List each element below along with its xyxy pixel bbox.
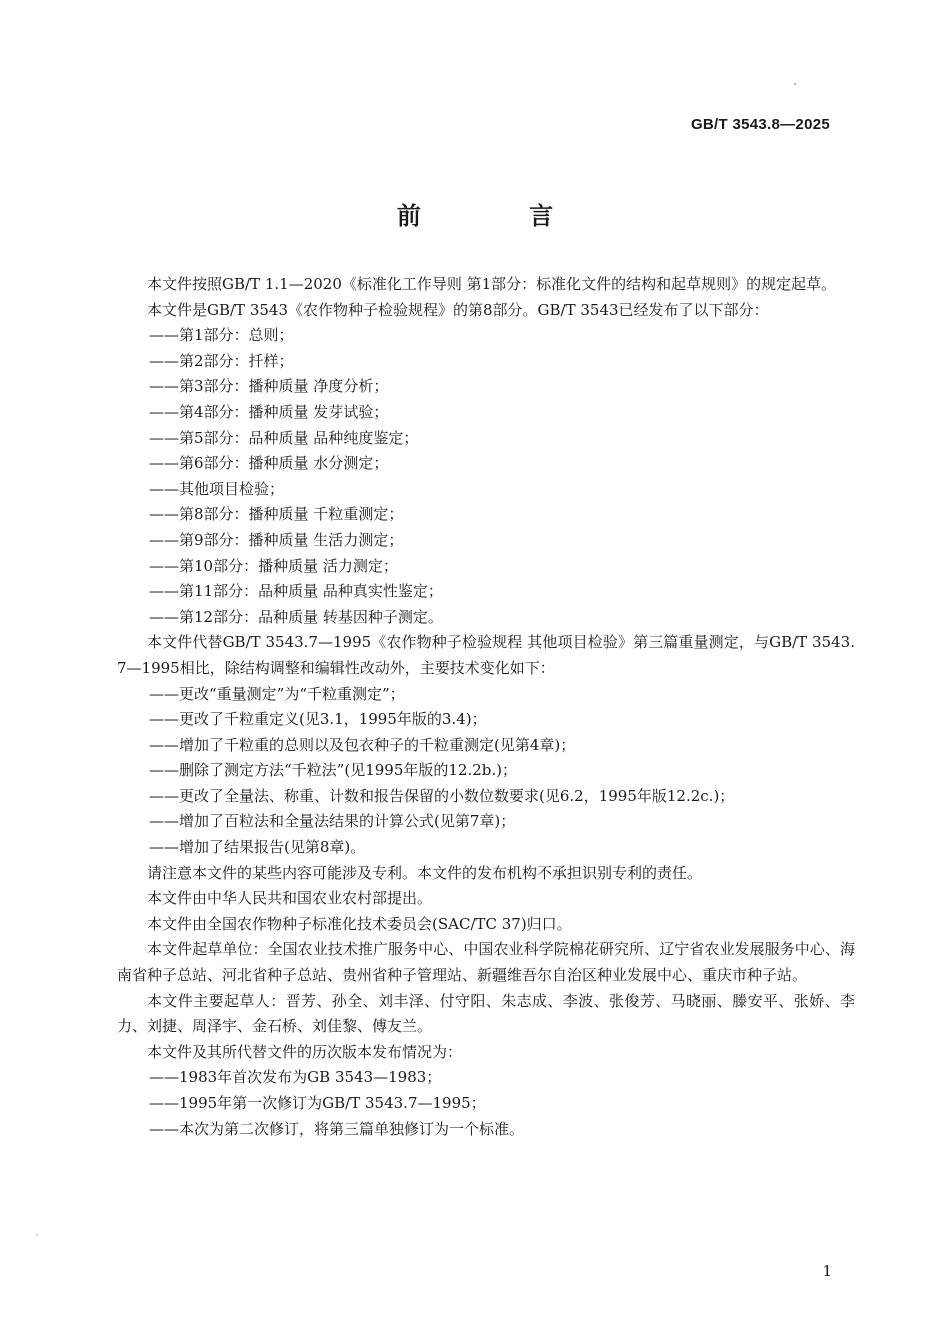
list-item: ——第1部分：总则； <box>149 326 294 345</box>
list-item: ——更改了全量法、称重、计数和报告保留的小数位数要求(见6.2，1995年版12.2c.)； <box>149 786 735 805</box>
history-list <box>117 1065 855 1142</box>
list-item: ——删除了测定方法“千粒法”(见1995年版的12.2b.)； <box>149 761 517 780</box>
paragraph-drafters: 本文件主要起草人：晋芳、孙全、刘丰泽、付守阳、朱志成、李波、张俊芳、马晓丽、滕安平、张娇、李力、刘捷、周泽宇、金石桥、刘佳黎、傅友兰。 <box>117 991 855 1036</box>
list-item: ——增加了百粒法和全量法结果的计算公式(见第7章)； <box>149 812 516 831</box>
changes-list <box>117 682 855 861</box>
list-item: ——第3部分：播种质量 净度分析； <box>149 377 389 396</box>
page-number: 1 <box>822 1262 832 1280</box>
scan-speck <box>36 1234 38 1236</box>
list-item: ——本次为第二次修订，将第三篇单独修订为一个标准。 <box>149 1119 525 1138</box>
page-title: 前 言 <box>396 202 604 230</box>
list-item: ——第2部分：扦样； <box>149 351 294 370</box>
list-item: ——增加了千粒重的总则以及包衣种子的千粒重测定(见第4章)； <box>149 735 576 754</box>
paragraph-history-intro: 本文件及其所代替文件的历次版本发布情况为： <box>147 1042 463 1061</box>
standard-code: GB/T 3543.8—2025 <box>690 116 830 133</box>
paragraph-drafting-units: 本文件起草单位：全国农业技术推广服务中心、中国农业科学院棉花研究所、辽宁省农业发展服务中心、海南省种子总站、河北省种子总站、贵州省种子管理站、新疆维吾尔自治区种业发展中心、重庆市种子站。 <box>117 940 855 985</box>
list-item: ——第12部分：品种质量 转基因种子测定。 <box>149 607 443 626</box>
paragraph-replaces: 本文件代替GB/T 3543.7—1995《农作物种子检验规程 其他项目检验》第三篇重量测定，与GB/T 3543.7—1995相比，除结构调整和编辑性改动外，主要技术变化如下： <box>117 633 855 677</box>
foreword-body <box>117 272 855 1142</box>
list-item: ——第10部分：播种质量 活力测定； <box>149 556 398 575</box>
list-item: ——1983年首次发布为GB 3543—1983； <box>149 1068 442 1087</box>
list-item: ——第8部分：播种质量 千粒重测定； <box>149 505 404 524</box>
list-item: ——第4部分：播种质量 发芽试验； <box>149 402 389 421</box>
list-item: ——第9部分：播种质量 生活力测定； <box>149 530 404 549</box>
list-item: ——第5部分：品种质量 品种纯度鉴定； <box>149 428 419 447</box>
list-item: ——其他项目检验； <box>149 479 285 498</box>
paragraph-centralized-by: 本文件由全国农作物种子标准化技术委员会(SAC/TC 37)归口。 <box>147 914 572 933</box>
list-item: ——更改“重量测定”为“千粒重测定”； <box>149 684 405 703</box>
paragraph-proposed-by: 本文件由中华人民共和国农业农村部提出。 <box>147 889 433 908</box>
list-item: ——第6部分：播种质量 水分测定； <box>149 454 389 473</box>
list-item: ——增加了结果报告(见第8章)。 <box>149 838 366 857</box>
parts-list <box>117 323 855 630</box>
list-item: ——更改了千粒重定义(见3.1，1995年版的3.4)； <box>149 710 487 729</box>
list-item: ——1995年第一次修订为GB/T 3543.7—1995； <box>149 1094 486 1112</box>
paragraph-drafting-rule: 本文件按照GB/T 1.1—2020《标准化工作导则 第1部分：标准化文件的结构和起草规则》的规定起草。 <box>147 275 837 293</box>
list-item: ——第11部分：品种质量 品种真实性鉴定； <box>149 582 443 601</box>
scan-speck <box>794 83 796 85</box>
paragraph-patent: 请注意本文件的某些内容可能涉及专利。本文件的发布机构不承担识别专利的责任。 <box>147 863 703 882</box>
paragraph-part-of: 本文件是GB/T 3543《农作物种子检验规程》的第8部分。GB/T 3543已经发布了以下部分： <box>147 300 769 319</box>
